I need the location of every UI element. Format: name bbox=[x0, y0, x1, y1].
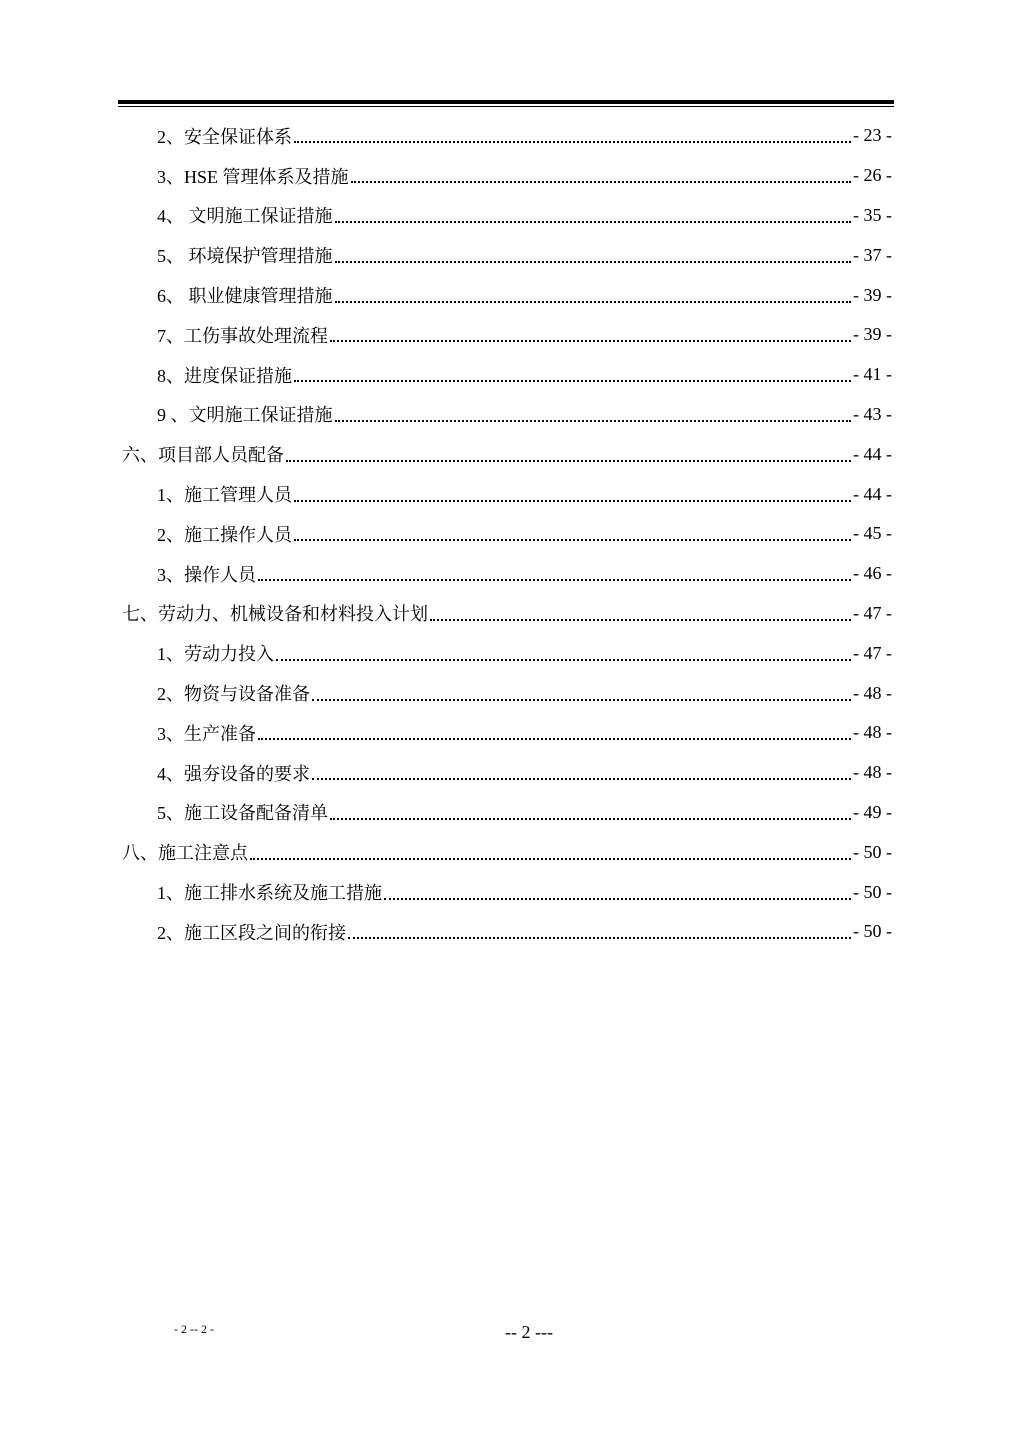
toc-entry[interactable] bbox=[122, 713, 892, 753]
toc-entry-title: 1、施工管理人员 bbox=[157, 485, 292, 506]
toc-entry-title: 6、 职业健康管理措施 bbox=[157, 286, 333, 307]
toc-dot-leader bbox=[258, 737, 851, 740]
toc-entry[interactable] bbox=[122, 912, 892, 952]
toc-entry-title: 5、施工设备配备清单 bbox=[157, 803, 328, 824]
toc-dot-leader bbox=[294, 140, 851, 143]
toc-entry[interactable] bbox=[122, 793, 892, 833]
toc-entry[interactable] bbox=[122, 395, 892, 435]
footer-page-number: -- 2 --- bbox=[505, 1322, 553, 1342]
toc-entry-page: - 39 - bbox=[853, 284, 892, 305]
toc-entry[interactable] bbox=[122, 156, 892, 196]
toc-entry-page: - 44 - bbox=[853, 443, 892, 464]
toc-entry-page: - 50 - bbox=[853, 841, 892, 862]
toc-dot-leader bbox=[312, 698, 851, 701]
toc-entry-page: - 41 - bbox=[853, 364, 892, 385]
toc-entry[interactable] bbox=[122, 673, 892, 713]
toc-dot-leader bbox=[312, 777, 851, 780]
toc-dot-leader bbox=[351, 180, 851, 183]
toc-dot-leader bbox=[335, 300, 852, 303]
toc-entry-page: - 50 - bbox=[853, 881, 892, 902]
toc-entry-title: 1、施工排水系统及施工措施 bbox=[157, 883, 382, 904]
toc-dot-leader bbox=[335, 419, 852, 422]
toc-dot-leader bbox=[294, 499, 851, 502]
toc-dot-leader bbox=[348, 936, 851, 939]
toc-dot-leader bbox=[294, 379, 851, 382]
toc-entry[interactable] bbox=[122, 633, 892, 673]
toc-entry-title: 七、劳动力、机械设备和材料投入计划 bbox=[122, 604, 428, 625]
toc-dot-leader bbox=[330, 339, 851, 342]
toc-entry[interactable] bbox=[122, 315, 892, 355]
toc-entry-page: - 23 - bbox=[853, 125, 892, 146]
toc-entry-page: - 49 - bbox=[853, 801, 892, 822]
header-rule-thin bbox=[118, 106, 894, 107]
toc-entry-page: - 44 - bbox=[853, 483, 892, 504]
toc-dot-leader bbox=[335, 260, 852, 263]
toc-entry[interactable] bbox=[122, 196, 892, 236]
toc-entry-page: - 37 - bbox=[853, 244, 892, 265]
toc-entry-page: - 43 - bbox=[853, 403, 892, 424]
toc-entry-title: 2、物资与设备准备 bbox=[157, 684, 310, 705]
toc-entry-title: 1、劳动力投入 bbox=[157, 644, 274, 665]
toc-dot-leader bbox=[330, 817, 851, 820]
toc-dot-leader bbox=[335, 220, 852, 223]
toc-entry-title: 4、 文明施工保证措施 bbox=[157, 206, 333, 227]
toc-entry[interactable] bbox=[122, 832, 892, 872]
toc-entry-title: 3、生产准备 bbox=[157, 723, 256, 744]
toc-entry[interactable] bbox=[122, 434, 892, 474]
table-of-contents bbox=[122, 116, 892, 952]
toc-entry-title: 六、项目部人员配备 bbox=[122, 445, 284, 466]
header-rule-thick bbox=[118, 100, 894, 104]
toc-entry-page: - 48 - bbox=[853, 722, 892, 743]
toc-dot-leader bbox=[384, 897, 851, 900]
toc-entry-title: 2、施工区段之间的衔接 bbox=[157, 922, 346, 943]
toc-entry-title: 8、进度保证措施 bbox=[157, 365, 292, 386]
toc-entry-title: 2、施工操作人员 bbox=[157, 524, 292, 545]
toc-dot-leader bbox=[430, 618, 851, 621]
toc-dot-leader bbox=[250, 857, 851, 860]
toc-entry-page: - 48 - bbox=[853, 762, 892, 783]
toc-entry-page: - 46 - bbox=[853, 563, 892, 584]
toc-entry-title: 9 、文明施工保证措施 bbox=[157, 405, 333, 426]
toc-entry[interactable] bbox=[122, 554, 892, 594]
toc-entry[interactable] bbox=[122, 235, 892, 275]
toc-entry[interactable] bbox=[122, 872, 892, 912]
toc-entry[interactable] bbox=[122, 594, 892, 634]
toc-entry-page: - 47 - bbox=[853, 642, 892, 663]
toc-entry-page: - 35 - bbox=[853, 204, 892, 225]
toc-entry[interactable] bbox=[122, 474, 892, 514]
toc-dot-leader bbox=[294, 538, 851, 541]
toc-entry[interactable] bbox=[122, 753, 892, 793]
toc-entry[interactable] bbox=[122, 514, 892, 554]
toc-entry-page: - 47 - bbox=[853, 602, 892, 623]
footer-page-number-small: - 2 -- 2 - bbox=[174, 1322, 214, 1336]
toc-entry-title: 3、操作人员 bbox=[157, 564, 256, 585]
toc-entry-page: - 45 - bbox=[853, 523, 892, 544]
toc-dot-leader bbox=[258, 578, 851, 581]
toc-entry-page: - 48 - bbox=[853, 682, 892, 703]
toc-entry-title: 2、安全保证体系 bbox=[157, 126, 292, 147]
toc-dot-leader bbox=[276, 658, 851, 661]
toc-entry-title: 八、施工注意点 bbox=[122, 843, 248, 864]
toc-entry-title: 5、 环境保护管理措施 bbox=[157, 246, 333, 267]
toc-entry-title: 7、工伤事故处理流程 bbox=[157, 325, 328, 346]
toc-entry[interactable] bbox=[122, 355, 892, 395]
toc-entry-title: 4、强夯设备的要求 bbox=[157, 763, 310, 784]
toc-dot-leader bbox=[286, 459, 851, 462]
toc-entry-page: - 26 - bbox=[853, 165, 892, 186]
toc-entry[interactable] bbox=[122, 116, 892, 156]
toc-entry[interactable] bbox=[122, 275, 892, 315]
toc-entry-page: - 50 - bbox=[853, 921, 892, 942]
toc-entry-title: 3、HSE 管理体系及措施 bbox=[157, 166, 349, 187]
toc-entry-page: - 39 - bbox=[853, 324, 892, 345]
